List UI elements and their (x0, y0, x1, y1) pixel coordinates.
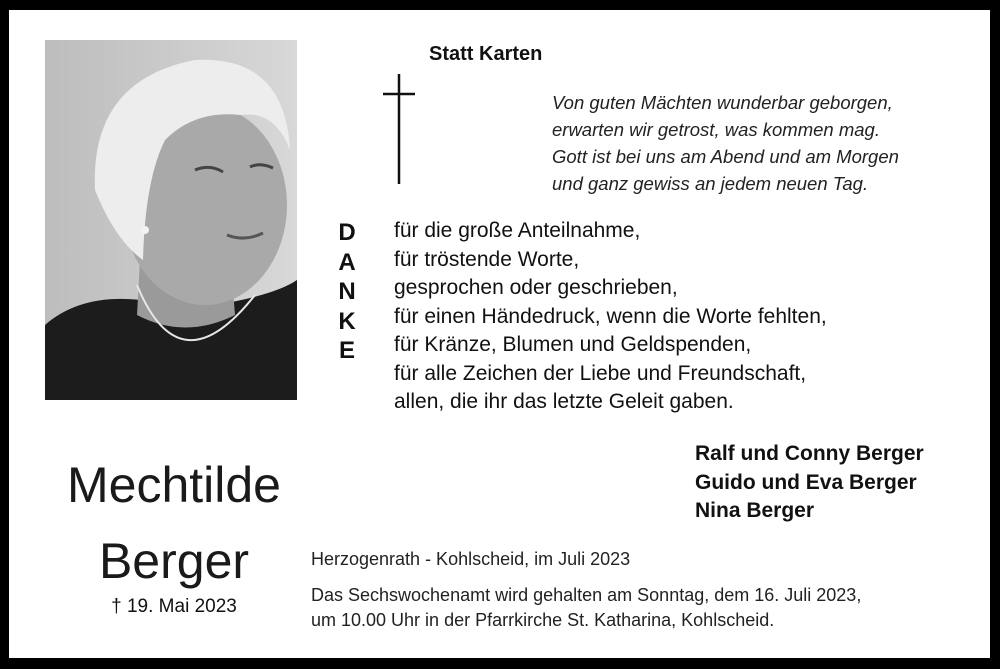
portrait-photo (45, 40, 297, 400)
service-info (311, 583, 861, 633)
poem-line: Von guten Mächten wunderbar geborgen, (552, 92, 893, 113)
danke-letter: K (338, 307, 356, 335)
statt-karten-heading: Statt Karten (429, 43, 543, 65)
signer-name: Ralf und Conny Berger (695, 442, 924, 465)
poem-line: und ganz gewiss an jedem neuen Tag. (552, 173, 869, 194)
poem-line: erwarten wir getrost, was kommen mag. (552, 119, 880, 140)
danke-letter: N (338, 278, 356, 305)
thanks-line: für Kränze, Blumen und Geldspenden, (394, 333, 752, 356)
thanks-line: für alle Zeichen der Liebe und Freundschaft, (394, 361, 807, 385)
deceased-first-name: Mechtilde (67, 457, 281, 513)
thanks-line: allen, die ihr das letzte Geleit gaben. (394, 390, 734, 413)
signer-name: Nina Berger (695, 499, 815, 522)
thanks-line: für einen Händedruck, wenn die Worte fehlten, (394, 304, 827, 328)
signers (695, 440, 924, 526)
place-date: Herzogenrath - Kohlscheid, im Juli 2023 (311, 549, 631, 569)
thanks-line: für die große Anteilnahme, (394, 219, 641, 242)
service-line: um 10.00 Uhr in der Pfarrkirche St. Katharina, Kohlscheid. (311, 610, 775, 630)
danke-letter: A (338, 248, 356, 276)
obituary-card (9, 10, 990, 658)
service-line: Das Sechswochenamt wird gehalten am Sonntag, dem 16. Juli 2023, (311, 585, 862, 605)
thanks-line: für tröstende Worte, (394, 247, 580, 271)
danke-letter: E (338, 337, 355, 364)
death-date: † 19. Mai 2023 (111, 596, 237, 617)
poem-line: Gott ist bei uns am Abend und am Morgen (552, 146, 899, 167)
danke-letter: D (338, 219, 356, 246)
cross-icon (381, 74, 417, 186)
danke-vertical (331, 218, 363, 366)
thanks-line: gesprochen oder geschrieben, (394, 276, 678, 299)
signer-name: Guido und Eva Berger (695, 470, 917, 494)
poem (552, 89, 899, 197)
thanks-text (394, 217, 827, 417)
deceased-last-name: Berger (98, 533, 250, 589)
